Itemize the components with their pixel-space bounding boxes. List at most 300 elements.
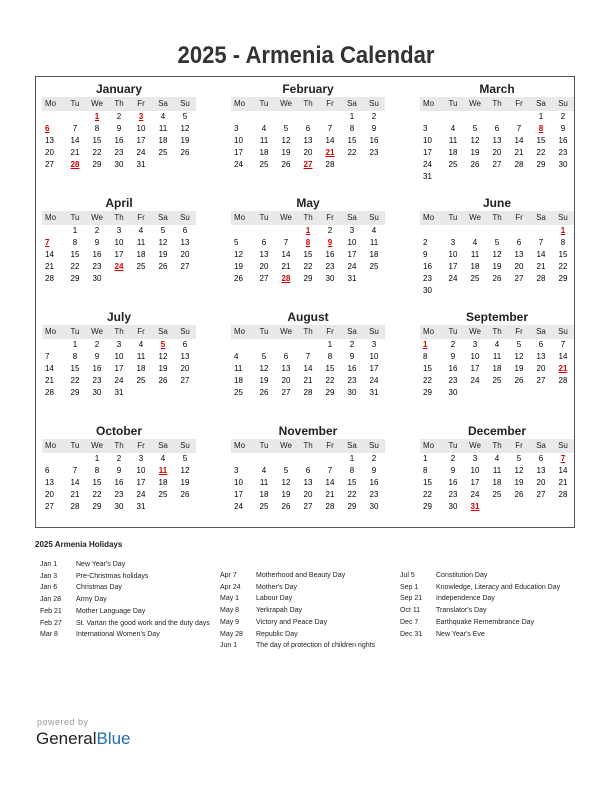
weekday-label: We (91, 99, 103, 108)
weekday-label: Fr (515, 327, 523, 336)
day-cell (275, 453, 297, 465)
day-cell: 6 (305, 124, 311, 133)
day-cell: 20 (45, 148, 54, 157)
day-cell: 31 (136, 160, 146, 169)
day-cell: 22 (70, 262, 80, 271)
day-cell: 21 (558, 478, 568, 487)
day-cell: 21 (303, 376, 313, 385)
holiday-day: 8 (305, 238, 311, 247)
holiday-entry (400, 593, 560, 605)
week-row (42, 147, 196, 159)
day-cell: 20 (492, 148, 502, 157)
day-cell: 30 (448, 388, 458, 397)
weekday-label: Tu (70, 99, 80, 108)
day-cell: 12 (234, 250, 243, 259)
week-row (420, 465, 574, 477)
day-cell: 30 (369, 502, 379, 511)
day-cell (42, 111, 64, 123)
day-cell: 8 (423, 466, 428, 475)
day-cell: 18 (136, 250, 146, 259)
holiday-entry (400, 570, 560, 582)
day-cell: 20 (536, 364, 546, 373)
day-cell: 4 (261, 466, 267, 475)
day-cell: 13 (281, 364, 291, 373)
day-cell: 11 (470, 250, 480, 259)
day-cell: 19 (281, 148, 291, 157)
holiday-entry (220, 605, 375, 617)
holiday-entry (40, 606, 210, 618)
day-cell: 5 (516, 454, 522, 463)
day-cell: 18 (259, 490, 269, 499)
day-cell: 15 (558, 250, 568, 259)
week-row (42, 111, 196, 123)
day-cell: 21 (281, 262, 291, 271)
day-cell: 25 (259, 160, 269, 169)
month-name: February (282, 82, 334, 96)
weekday-label: Tu (259, 441, 269, 450)
week-row (231, 249, 385, 261)
day-cell: 25 (492, 490, 502, 499)
weekday-label: Th (114, 99, 124, 108)
day-cell: 17 (136, 136, 146, 145)
week-row (420, 273, 574, 285)
day-cell: 19 (158, 364, 168, 373)
page-title: 2025 - Armenia Calendar (177, 42, 435, 69)
day-cell: 24 (136, 148, 146, 157)
day-cell: 20 (180, 364, 190, 373)
day-cell: 9 (450, 352, 456, 361)
day-cell: 16 (369, 136, 379, 145)
week-row (420, 477, 574, 489)
weekday-label: Mo (45, 327, 57, 336)
day-cell: 21 (45, 376, 54, 385)
holiday-name: Motherhood and Beauty Day (256, 572, 346, 579)
day-cell: 25 (492, 376, 502, 385)
day-cell: 15 (70, 364, 80, 373)
weekday-label: Th (303, 99, 313, 108)
week-row (42, 477, 196, 489)
day-cell: 6 (305, 466, 311, 475)
day-cell: 16 (325, 250, 335, 259)
day-cell (486, 387, 508, 399)
day-cell: 25 (234, 388, 243, 397)
day-cell: 3 (472, 454, 478, 463)
weekday-header (420, 439, 574, 453)
weekday-label: Tu (259, 213, 269, 222)
day-cell: 8 (72, 238, 78, 247)
day-cell: 15 (303, 250, 313, 259)
holiday-name: New Year's Day (76, 561, 126, 568)
day-cell (464, 225, 486, 237)
month-name: September (465, 310, 529, 324)
day-cell: 24 (369, 376, 379, 385)
weekday-label: We (91, 213, 103, 222)
week-row (420, 249, 574, 261)
day-cell: 12 (492, 250, 502, 259)
day-cell: 25 (136, 262, 146, 271)
weekday-label: Fr (326, 441, 334, 450)
day-cell: 5 (160, 226, 166, 235)
holiday-name: Pre-Christmas holidays (76, 572, 149, 580)
day-cell: 1 (72, 226, 78, 235)
weekday-label: We (91, 327, 103, 336)
day-cell: 6 (182, 226, 188, 235)
day-cell: 18 (158, 136, 168, 145)
holiday-day: 31 (470, 502, 480, 511)
holiday-name: St. Vartan the good work and the duty days (76, 619, 210, 627)
month-name: April (105, 196, 133, 210)
day-cell (486, 225, 508, 237)
day-cell: 19 (514, 364, 524, 373)
week-row (42, 465, 196, 477)
week-row (42, 237, 196, 249)
week-row (42, 501, 196, 513)
weekday-label: Mo (423, 327, 435, 336)
day-cell: 27 (492, 160, 502, 169)
day-cell: 3 (349, 226, 355, 235)
holiday-date: Oct 11 (400, 607, 421, 615)
day-cell: 24 (347, 262, 357, 271)
weekday-label: Mo (423, 213, 435, 222)
day-cell (508, 171, 530, 183)
day-cell: 26 (470, 160, 480, 169)
weekday-label: Sa (158, 327, 168, 336)
day-cell: 4 (472, 238, 478, 247)
day-cell (64, 111, 86, 123)
day-cell: 24 (470, 376, 480, 385)
weekday-label: Fr (515, 99, 523, 108)
day-cell: 5 (234, 238, 239, 247)
day-cell: 24 (470, 490, 480, 499)
weekday-label: Mo (234, 213, 246, 222)
week-row (420, 339, 574, 351)
weekday-label: Fr (137, 327, 145, 336)
day-cell: 5 (494, 238, 500, 247)
week-row (231, 147, 385, 159)
day-cell (464, 111, 486, 123)
day-cell (530, 225, 552, 237)
day-cell: 15 (423, 478, 432, 487)
holiday-name: Yerkrapah Day (256, 607, 303, 615)
month-december (420, 423, 574, 513)
day-cell: 18 (492, 478, 502, 487)
week-row (42, 387, 196, 399)
day-cell (420, 225, 442, 237)
day-cell: 1 (327, 340, 333, 349)
day-cell: 1 (423, 454, 428, 463)
holiday-day: 11 (158, 466, 168, 475)
holiday-name: International Women's Day (76, 631, 160, 639)
day-cell: 10 (114, 352, 124, 361)
day-cell (552, 285, 574, 297)
weekday-label: Su (558, 441, 568, 450)
day-cell: 31 (347, 274, 357, 283)
day-cell (464, 285, 486, 297)
day-cell (363, 273, 385, 285)
day-cell: 12 (281, 478, 291, 487)
holiday-date: Jan 6 (40, 584, 58, 592)
day-cell: 7 (327, 466, 333, 475)
day-cell: 11 (492, 352, 502, 361)
day-cell: 9 (94, 238, 100, 247)
weekday-label: Fr (137, 441, 145, 450)
day-cell: 20 (180, 250, 190, 259)
day-cell: 3 (450, 238, 456, 247)
day-cell: 24 (114, 376, 124, 385)
weekday-label: Fr (326, 213, 334, 222)
day-cell: 29 (423, 388, 432, 397)
calendar-grid (35, 76, 575, 528)
day-cell: 27 (281, 388, 291, 397)
holiday-name: Republic Day (256, 630, 298, 638)
day-cell: 18 (136, 364, 146, 373)
day-cell: 20 (281, 376, 291, 385)
weekday-label: Tu (448, 99, 458, 108)
day-cell: 8 (94, 124, 100, 133)
weekday-label: Th (492, 99, 502, 108)
holiday-name: Victory and Peace Day (256, 618, 328, 626)
day-cell: 12 (514, 352, 524, 361)
day-cell: 16 (92, 250, 102, 259)
day-cell: 22 (92, 490, 102, 499)
day-cell: 19 (259, 376, 269, 385)
day-cell: 15 (536, 136, 546, 145)
weekday-header (42, 439, 196, 453)
day-cell: 21 (70, 148, 80, 157)
day-cell: 12 (180, 124, 190, 133)
day-cell: 31 (369, 388, 379, 397)
day-cell: 23 (369, 490, 379, 499)
day-cell: 9 (349, 352, 355, 361)
day-cell: 29 (423, 502, 432, 511)
month-august (231, 309, 385, 399)
month-october (42, 423, 196, 513)
day-cell (174, 387, 196, 399)
day-cell: 28 (536, 274, 546, 283)
day-cell: 4 (160, 112, 166, 121)
day-cell: 16 (448, 364, 458, 373)
day-cell: 1 (538, 112, 544, 121)
day-cell: 30 (325, 274, 335, 283)
day-cell (152, 501, 174, 513)
day-cell: 16 (114, 478, 124, 487)
day-cell: 3 (423, 124, 428, 133)
day-cell: 2 (450, 454, 456, 463)
day-cell: 16 (558, 136, 568, 145)
holiday-name: New Year's Eve (436, 630, 485, 638)
weekday-header (42, 97, 196, 111)
day-cell: 21 (45, 262, 54, 271)
day-cell: 8 (560, 238, 566, 247)
week-row (42, 159, 196, 171)
month-july (42, 309, 196, 399)
day-cell (231, 111, 253, 123)
day-cell: 14 (536, 250, 546, 259)
holiday-day: 1 (560, 226, 566, 235)
holiday-day: 7 (45, 238, 50, 247)
day-cell: 26 (281, 160, 291, 169)
day-cell: 17 (423, 148, 432, 157)
day-cell: 11 (136, 238, 146, 247)
holiday-name: Constitution Day (436, 572, 488, 579)
weekday-label: Th (114, 213, 124, 222)
day-cell: 14 (558, 352, 568, 361)
day-cell: 8 (349, 466, 355, 475)
day-cell: 5 (283, 466, 289, 475)
month-march (420, 81, 574, 183)
week-row (420, 363, 574, 375)
week-row (42, 249, 196, 261)
holiday-name: Mother's Day (256, 583, 298, 591)
weekday-label: Su (369, 327, 379, 336)
weekday-header (42, 211, 196, 225)
day-cell: 16 (448, 478, 458, 487)
day-cell: 23 (448, 490, 458, 499)
weekday-label: Sa (158, 441, 168, 450)
day-cell: 14 (45, 364, 54, 373)
day-cell: 21 (70, 490, 80, 499)
month-september (420, 309, 574, 399)
day-cell: 30 (92, 388, 102, 397)
week-row (420, 453, 574, 465)
holiday-entry (40, 559, 210, 571)
day-cell (253, 453, 275, 465)
day-cell (442, 111, 464, 123)
day-cell (363, 159, 385, 171)
week-row (231, 225, 385, 237)
week-row (420, 501, 574, 513)
holiday-date: Feb 21 (40, 607, 62, 615)
day-cell: 24 (234, 160, 243, 169)
day-cell: 30 (92, 274, 102, 283)
weekday-label: Sa (347, 99, 357, 108)
day-cell: 25 (448, 160, 458, 169)
day-cell: 7 (305, 352, 311, 361)
day-cell: 30 (558, 160, 568, 169)
holiday-date: May 1 (220, 595, 240, 603)
day-cell: 5 (283, 124, 289, 133)
day-cell: 26 (281, 502, 291, 511)
day-cell: 2 (116, 112, 122, 121)
day-cell: 21 (325, 490, 335, 499)
day-cell: 11 (158, 124, 168, 133)
day-cell (508, 225, 530, 237)
holiday-entry (220, 582, 375, 594)
day-cell: 29 (536, 160, 546, 169)
day-cell: 29 (558, 274, 568, 283)
weekday-label: Tu (70, 327, 80, 336)
month-february (231, 81, 385, 171)
day-cell (152, 159, 174, 171)
day-cell (442, 171, 464, 183)
day-cell: 17 (234, 490, 243, 499)
weekday-header (231, 439, 385, 453)
day-cell: 7 (45, 352, 50, 361)
holiday-day: 9 (327, 238, 333, 247)
day-cell: 24 (448, 274, 458, 283)
day-cell: 29 (303, 274, 313, 283)
weekday-header (420, 97, 574, 111)
generalblue-logo[interactable] (36, 729, 131, 749)
week-row (231, 387, 385, 399)
week-row (42, 453, 196, 465)
day-cell: 19 (281, 490, 291, 499)
weekday-label: Mo (45, 99, 57, 108)
day-cell: 12 (158, 238, 168, 247)
holiday-date: May 9 (220, 618, 240, 626)
week-row (42, 135, 196, 147)
day-cell (152, 273, 174, 285)
day-cell: 11 (448, 136, 458, 145)
holiday-name: Mother Language Day (76, 607, 146, 615)
day-cell: 24 (234, 502, 243, 511)
weekday-label: Sa (536, 441, 546, 450)
day-cell: 22 (70, 376, 80, 385)
day-cell: 19 (234, 262, 243, 271)
week-row (42, 123, 196, 135)
day-cell: 12 (259, 364, 269, 373)
weekday-label: Su (180, 99, 190, 108)
holiday-date: Feb 27 (40, 619, 62, 627)
day-cell: 13 (259, 250, 269, 259)
week-row (231, 501, 385, 513)
day-cell: 5 (516, 340, 522, 349)
day-cell: 5 (472, 124, 478, 133)
day-cell (108, 273, 130, 285)
day-cell: 17 (114, 250, 124, 259)
day-cell: 6 (516, 238, 522, 247)
day-cell: 15 (92, 478, 102, 487)
day-cell: 15 (423, 364, 432, 373)
week-row (420, 123, 574, 135)
day-cell: 28 (558, 376, 568, 385)
day-cell: 20 (536, 478, 546, 487)
day-cell: 27 (45, 160, 54, 169)
day-cell: 3 (472, 340, 478, 349)
day-cell: 14 (70, 478, 80, 487)
day-cell: 23 (92, 376, 102, 385)
day-cell: 11 (369, 238, 379, 247)
day-cell: 2 (94, 340, 100, 349)
day-cell: 15 (70, 250, 80, 259)
day-cell: 13 (45, 478, 54, 487)
day-cell: 7 (516, 124, 522, 133)
weekday-label: We (280, 213, 292, 222)
day-cell: 8 (327, 352, 333, 361)
day-cell: 26 (158, 262, 168, 271)
day-cell: 11 (234, 364, 243, 373)
day-cell: 16 (114, 136, 124, 145)
day-cell: 19 (470, 148, 480, 157)
holiday-day: 28 (70, 160, 80, 169)
day-cell (297, 111, 319, 123)
day-cell: 14 (281, 250, 291, 259)
weekday-label: Mo (45, 441, 57, 450)
weekday-header (231, 325, 385, 339)
day-cell: 16 (92, 364, 102, 373)
week-row (231, 261, 385, 273)
week-row (42, 363, 196, 375)
holiday-day: 1 (305, 226, 311, 235)
day-cell: 2 (371, 454, 377, 463)
holiday-entry (400, 582, 560, 594)
day-cell (486, 285, 508, 297)
day-cell: 20 (259, 262, 269, 271)
day-cell: 14 (325, 478, 335, 487)
holiday-date: Mar 8 (40, 631, 58, 639)
day-cell: 10 (114, 238, 124, 247)
day-cell: 1 (349, 454, 355, 463)
